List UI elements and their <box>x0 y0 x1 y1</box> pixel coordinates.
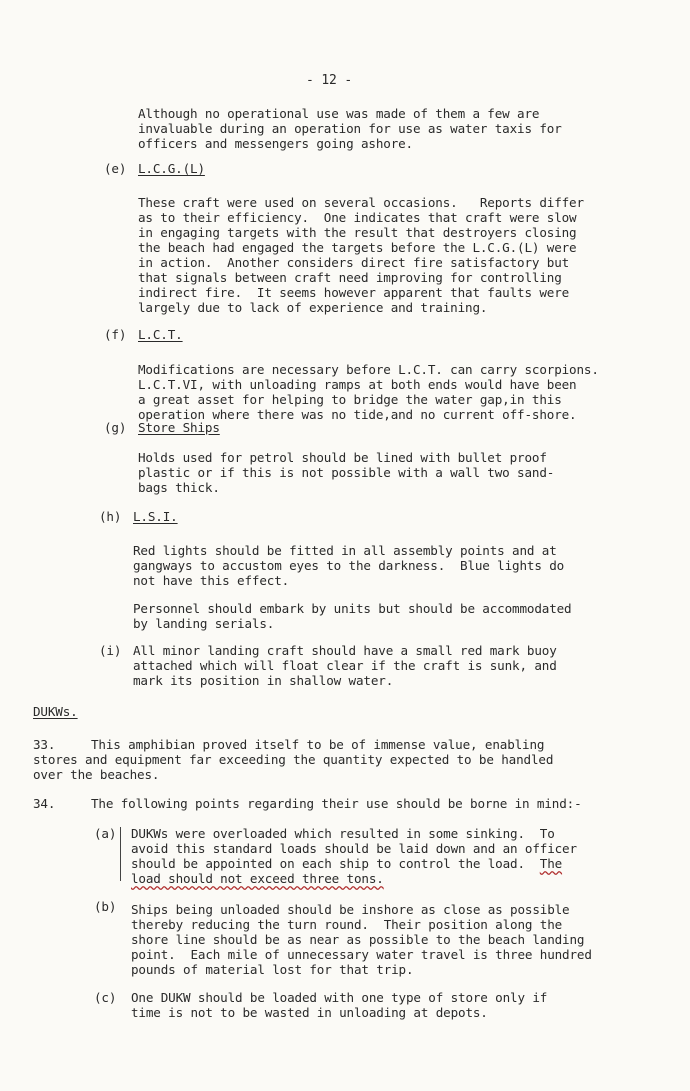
text-line: that signals between craft need improving for controlling <box>138 270 562 285</box>
text-line: Red lights should be fitted in all assembly points and at <box>133 543 557 558</box>
text-line: All minor landing craft should have a small red mark buoy <box>133 643 557 658</box>
text-line: operation where there was no tide,and no current off-shore. <box>138 407 577 422</box>
item-label: (b) <box>94 899 117 914</box>
text-line: invaluable during an operation for use as water taxis for <box>138 121 562 136</box>
text-line: DUKWs were overloaded which resulted in some sinking. To <box>131 826 555 841</box>
text-line: over the beaches. <box>33 767 160 782</box>
section-label: (h) <box>99 509 122 524</box>
section-label: (g) <box>104 420 127 435</box>
text-line: thereby reducing the turn round. Their position along the <box>131 917 563 932</box>
section-label: (e) <box>104 161 127 176</box>
paragraph-number: 33. <box>33 737 56 752</box>
text-line: avoid this standard loads should be laid down and an officer <box>131 841 577 856</box>
text-line: gangways to accustom eyes to the darkness. Blue lights do <box>133 558 565 573</box>
text-line: the beach had engaged the targets before the L.C.G.(L) were <box>138 240 577 255</box>
text-fragment: should be appointed on each ship to control the load. <box>131 856 540 871</box>
text-line: stores and equipment far exceeding the quantity expected to be handled <box>33 752 554 767</box>
text-line: load should not exceed three tons. <box>131 871 384 886</box>
text-line: These craft were used on several occasions. Reports differ <box>138 195 584 210</box>
text-line: attached which will float clear if the craft is sunk, and <box>133 658 557 673</box>
section-title: L.C.G.(L) <box>138 161 205 176</box>
text-line: time is not to be wasted in unloading at depots. <box>131 1005 488 1020</box>
text-line: pounds of material lost for that trip. <box>131 962 414 977</box>
text-line: a great asset for helping to bridge the water gap,in this <box>138 392 562 407</box>
section-title: L.S.I. <box>133 509 178 524</box>
text-line: officers and messengers going ashore. <box>138 136 413 151</box>
item-label: (a) <box>94 826 117 841</box>
text-line <box>131 856 562 871</box>
section-label: (i) <box>99 643 122 658</box>
section-title: L.C.T. <box>138 327 183 342</box>
text-line: This amphibian proved itself to be of immense value, enabling <box>91 737 545 752</box>
text-line: in action. Another considers direct fire satisfactory but <box>138 255 570 270</box>
section-label: (f) <box>104 327 127 342</box>
text-line: Modifications are necessary before L.C.T. can carry scorpions. <box>138 362 599 377</box>
item-label: (c) <box>94 990 117 1005</box>
text-line: indirect fire. It seems however apparent that faults were <box>138 285 570 300</box>
margin-bar <box>120 827 121 881</box>
text-line: shore line should be as near as possible to the beach landing <box>131 932 585 947</box>
page-number: - 12 - <box>306 73 353 88</box>
text-line: Personnel should embark by units but should be accommodated <box>133 601 572 616</box>
paragraph-number: 34. <box>33 796 56 811</box>
dukws-heading: DUKWs. <box>33 704 78 719</box>
text-line: as to their efficiency. One indicates that craft were slow <box>138 210 577 225</box>
text-line: Although no operational use was made of them a few are <box>138 106 540 121</box>
text-line: mark its position in shallow water. <box>133 673 394 688</box>
section-title: Store Ships <box>138 420 220 435</box>
text-line: largely due to lack of experience and training. <box>138 300 488 315</box>
text-line: One DUKW should be loaded with one type of store only if <box>131 990 548 1005</box>
text-line: in engaging targets with the result that destroyers closing <box>138 225 577 240</box>
text-line: The following points regarding their use should be borne in mind:- <box>91 796 582 811</box>
text-line: by landing serials. <box>133 616 275 631</box>
text-line: Ships being unloaded should be inshore as close as possible <box>131 902 570 917</box>
text-line: not have this effect. <box>133 573 290 588</box>
text-line: L.C.T.VI, with unloading ramps at both ends would have been <box>138 377 577 392</box>
text-line: bags thick. <box>138 480 220 495</box>
text-fragment: The <box>539 856 563 871</box>
text-line: plastic or if this is not possible with a wall two sand- <box>138 465 555 480</box>
text-line: Holds used for petrol should be lined with bullet proof <box>138 450 547 465</box>
text-line: point. Each mile of unnecessary water travel is three hundred <box>131 947 592 962</box>
